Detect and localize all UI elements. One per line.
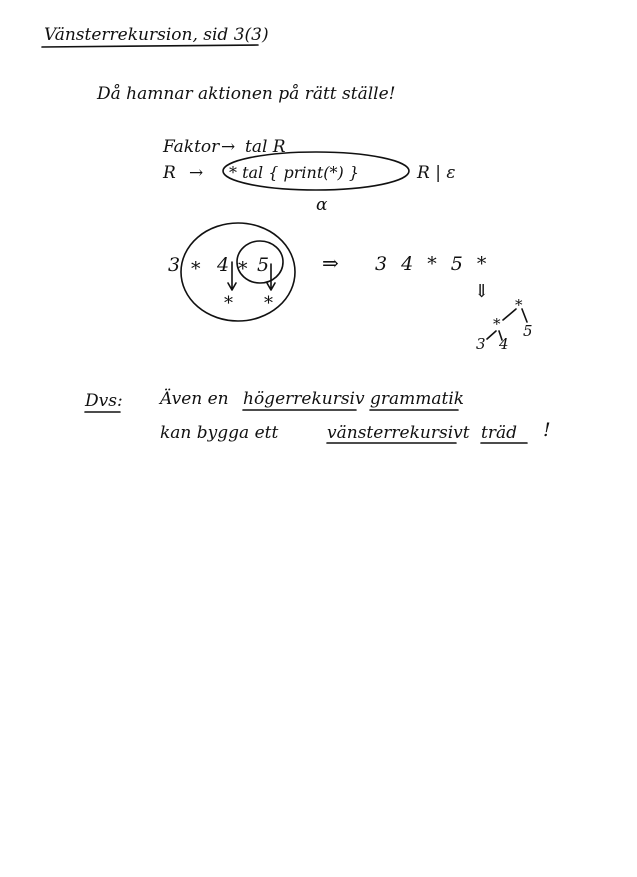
tree-inner: * bbox=[493, 315, 501, 333]
tree-leaf-5: 5 bbox=[523, 322, 533, 340]
star-2: * bbox=[238, 258, 248, 280]
rule1-rhs: tal R bbox=[245, 137, 286, 157]
conclusion-line2-d: ! bbox=[543, 419, 551, 441]
number-3: 3 bbox=[168, 254, 181, 276]
conclusion-line1-c: grammatik bbox=[370, 389, 465, 409]
rule1-lhs: Faktor bbox=[163, 137, 220, 157]
result-down-arrow: ⇓ bbox=[474, 281, 490, 302]
tree-leaf-4: 4 bbox=[499, 335, 509, 353]
tree-leaf-3: 3 bbox=[476, 335, 486, 353]
down-star-1: * bbox=[224, 293, 233, 314]
title-underline bbox=[42, 45, 258, 47]
implies-arrow: ⇒ bbox=[322, 251, 339, 275]
rule1-arrow: → bbox=[221, 137, 236, 157]
rule2-lhs: R bbox=[163, 163, 176, 183]
rule2-tail: R | ε bbox=[417, 163, 456, 183]
tree-root: * bbox=[515, 296, 523, 314]
conclusion-line2-a: kan bygga ett bbox=[160, 423, 279, 443]
alpha-inner: * tal { print(*) } bbox=[229, 163, 360, 182]
alpha-label: α bbox=[316, 195, 328, 215]
conclusion-line1-b: högerrekursiv bbox=[243, 389, 365, 409]
conclusion-line2-c: träd bbox=[481, 423, 517, 443]
page-title: Vänsterrekursion, sid 3(3) bbox=[44, 25, 269, 45]
number-4: 4 bbox=[217, 254, 230, 276]
conclusion-label: Dvs: bbox=[85, 391, 123, 411]
rule2-arrow: → bbox=[189, 163, 204, 183]
star-1: * bbox=[191, 258, 201, 280]
down-star-2: * bbox=[264, 293, 273, 314]
postfix-result: 3 4 * 5 * bbox=[375, 253, 491, 275]
down-arrow-1 bbox=[228, 262, 236, 290]
conclusion-line2-b: vänsterrekursivt bbox=[327, 423, 470, 443]
statement-line: Då hamnar aktionen på rätt ställe! bbox=[97, 84, 396, 104]
conclusion-line1-a: Även en bbox=[160, 389, 229, 409]
number-5: 5 bbox=[257, 254, 270, 276]
